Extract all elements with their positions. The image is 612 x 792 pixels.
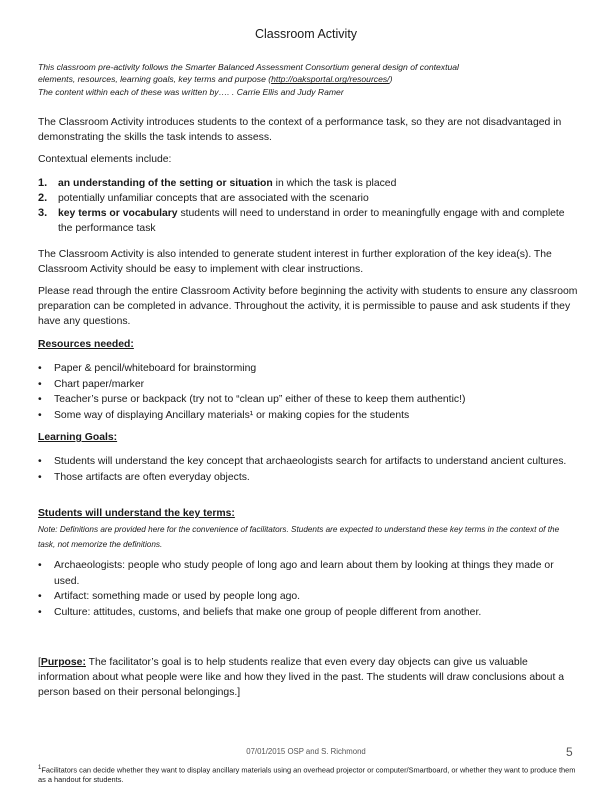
bullet-icon: •: [38, 591, 42, 602]
list-item-text: Those artifacts are often everyday objects.: [54, 471, 250, 483]
bullet-icon: •: [38, 456, 42, 467]
footnote-text: Facilitators can decide whether they want to display ancillary materials using an overhead projector or computer/Smartboard, or whether they want to produce them as a handout for students.: [38, 765, 576, 785]
footnote: [38, 763, 578, 785]
list-item: [38, 589, 578, 605]
bullet-icon: •: [38, 471, 42, 483]
page-number: 5: [566, 745, 573, 759]
list-item-text: Artifact: something made or used by people long ago.: [54, 591, 301, 602]
list-item-text: Some way of displaying Ancillary materials¹ or making copies for the students: [54, 409, 410, 421]
list-item-text: students will need to understand in order to meaningfully engage with and complete the performance task: [58, 208, 565, 234]
list-item: [38, 206, 578, 236]
bullet-icon: •: [38, 363, 42, 374]
purpose-paragraph: [38, 655, 568, 701]
list-item: [38, 470, 578, 486]
list-item-text: Teacher’s purse or backpack (try not to “clean up” either of these to keep them authentic!): [54, 394, 466, 405]
purpose-open-bracket: [: [38, 657, 41, 668]
list-item: [38, 408, 578, 424]
contextual-elements-list: [38, 176, 578, 236]
bullet-icon: •: [38, 606, 42, 618]
purpose-label: Purpose:: [40, 657, 86, 668]
list-item-text: in which the task is placed: [272, 178, 397, 189]
list-item: [38, 377, 578, 393]
paragraph-contextual-label: Contextual elements include:: [38, 154, 172, 165]
intro-line-3: The content within each of these was written by…. . Carrie Ellis and Judy Ramer: [38, 86, 344, 97]
learning-goals-list: [38, 454, 578, 485]
page-title: Classroom Activity: [254, 27, 358, 41]
list-item: [38, 361, 578, 377]
list-item-text: Students will understand the key concept that archaeologists search for artifacts to understand ancient cultures.: [54, 456, 567, 467]
list-item: [38, 392, 578, 408]
key-terms-list: [38, 558, 578, 620]
resources-heading: Resources needed:: [38, 339, 134, 350]
list-number: 2.: [38, 192, 48, 204]
intro-line-1: This classroom pre-activity follows the Smarter Balanced Assessment Consortium general design of contextual: [38, 62, 459, 72]
list-item-text: potentially unfamiliar concepts that are associated with the scenario: [58, 193, 369, 204]
list-number: 3.: [38, 207, 48, 219]
bullet-icon: •: [38, 378, 42, 390]
paragraph-preparation: Please read through the entire Classroom Activity before beginning the activity with students to ensure any classroom preparation can be completed in advance. Throughout the activity, it is permissible to pause and ask students if they have any questions.: [38, 286, 578, 328]
list-item-bold: key terms or vocabulary: [58, 208, 178, 219]
bullet-icon: •: [38, 394, 42, 405]
intro-line-2: [38, 73, 578, 85]
intro-note: [38, 61, 578, 98]
paragraph-interest: The Classroom Activity is also intended to generate student interest in further exploration of the key idea(s). The Classroom Activity should be easy to implement with clear instructions.: [38, 249, 552, 276]
list-item-text: Archaeologists: people who study people of long ago and learn about them by looking at things they made or used.: [54, 560, 554, 587]
list-item: [38, 605, 578, 621]
list-item-text: Chart paper/marker: [54, 378, 145, 390]
footer-credit: 07/01/2015 OSP and S. Richmond: [246, 747, 366, 756]
learning-goals-heading: Learning Goals:: [38, 432, 118, 443]
list-item: [38, 176, 578, 191]
list-item-bold: an understanding of the setting or situation: [58, 178, 273, 189]
resources-link[interactable]: http://oaksportal.org/resources/: [271, 74, 390, 85]
list-item-text: Paper & pencil/whiteboard for brainstorming: [54, 363, 257, 374]
list-item: [38, 558, 578, 589]
bullet-icon: •: [38, 409, 42, 421]
footnote-mark: 1: [38, 765, 42, 771]
key-terms-heading: Students will understand the key terms:: [38, 508, 235, 519]
list-number: 1.: [38, 177, 48, 189]
purpose-text: The facilitator’s goal is to help students realize that even every day objects can give us valuable information about what people were like and how they lived in the past. The students will draw conclusions about a person based on their personal belongings.]: [38, 657, 565, 699]
intro-line-2-prefix: elements, resources, learning goals, key terms and purpose (: [38, 74, 272, 85]
paragraph-intro: The Classroom Activity introduces students to the context of a performance task, so they are not disadvantaged in demonstrating the skills the task intends to assess.: [38, 117, 562, 144]
list-item: [38, 191, 578, 206]
list-item: [38, 454, 578, 470]
definitions-note: Note: Definitions are provided here for the convenience of facilitators. Students are expected to understand these key terms in the context of the task, not memorize the definitions.: [38, 525, 560, 550]
resources-list: [38, 361, 578, 423]
intro-line-2-suffix: ): [389, 74, 393, 85]
list-item-text: Culture: attitudes, customs, and beliefs that make one group of people different from another.: [54, 606, 482, 618]
bullet-icon: •: [38, 560, 42, 571]
